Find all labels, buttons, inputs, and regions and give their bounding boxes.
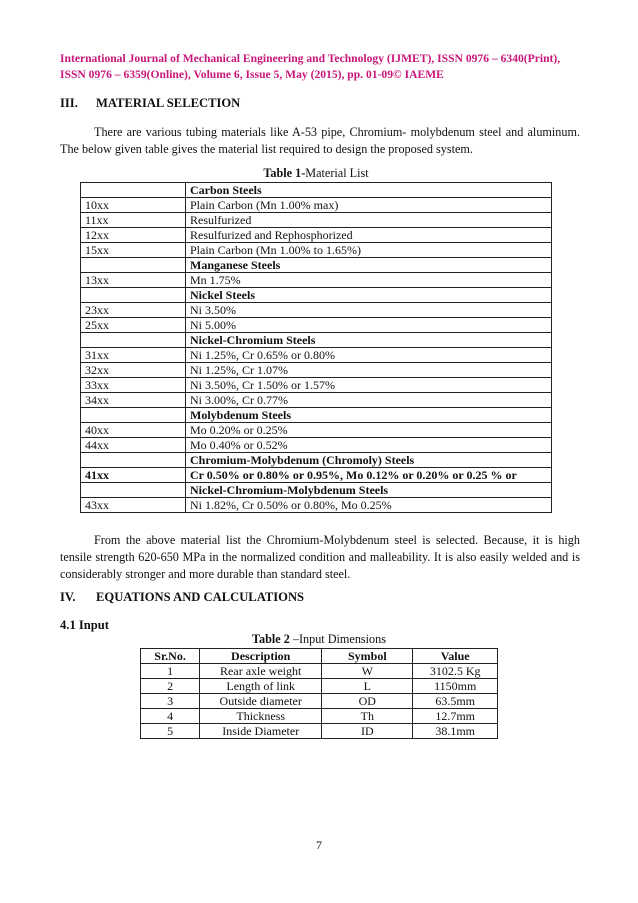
material-group-cell: Carbon Steels (186, 183, 552, 198)
column-header: Sr.No. (141, 649, 200, 664)
table-cell: 1 (141, 664, 200, 679)
subsection-heading-input: 4.1 Input (60, 618, 109, 632)
journal-header (60, 51, 584, 82)
material-code-cell: 33xx (81, 378, 186, 393)
material-description-cell: Ni 3.50%, Cr 1.50% or 1.57% (186, 378, 552, 393)
input-dimensions-table (140, 648, 498, 739)
material-code-cell (81, 183, 186, 198)
table-group-row (81, 288, 552, 303)
table-cell: Outside diameter (200, 694, 322, 709)
table-cell: Th (322, 709, 413, 724)
page-number: 7 (316, 838, 322, 852)
table-row (81, 303, 552, 318)
material-code-cell: 13xx (81, 273, 186, 288)
table-group-row (81, 183, 552, 198)
material-code-cell: 15xx (81, 243, 186, 258)
material-description-cell: Plain Carbon (Mn 1.00% to 1.65%) (186, 243, 552, 258)
material-description-cell: Ni 3.50% (186, 303, 552, 318)
table-cell: L (322, 679, 413, 694)
material-code-cell: 31xx (81, 348, 186, 363)
paragraph-selection: From the above material list the Chromium-Molybdenum steel is selected. Because, it is high tensile strength 620-650 MPa in the normalized condition and malleability. It is also easily welded and is considerably stronger and more durable than standard steel. (60, 533, 580, 582)
table-cell: 2 (141, 679, 200, 694)
material-code-cell: 11xx (81, 213, 186, 228)
table-row (141, 664, 498, 679)
table-row (81, 198, 552, 213)
material-code-cell (81, 453, 186, 468)
table-group-row (81, 333, 552, 348)
journal-header-line1: International Journal of Mechanical Engineering and Technology (IJMET), ISSN 0976 – 6340(Print), (60, 52, 561, 65)
column-header: Symbol (322, 649, 413, 664)
table-cell: 5 (141, 724, 200, 739)
material-code-cell (81, 408, 186, 423)
section-heading-material-selection (60, 96, 240, 111)
table-row (81, 318, 552, 333)
column-header: Value (413, 649, 498, 664)
table-cell: 38.1mm (413, 724, 498, 739)
material-list-table (80, 182, 552, 513)
material-group-cell: Chromium-Molybdenum (Chromoly) Steels (186, 453, 552, 468)
table-row (81, 213, 552, 228)
table2-caption-label: Table 2 (252, 632, 290, 646)
journal-header-line2: ISSN 0976 – 6359(Online), Volume 6, Issue 5, May (2015), pp. 01-09© IAEME (60, 67, 444, 81)
table-group-row (81, 453, 552, 468)
table-header-row (141, 649, 498, 664)
material-code-cell (81, 288, 186, 303)
material-group-cell: Nickel-Chromium Steels (186, 333, 552, 348)
material-description-cell: Mo 0.40% or 0.52% (186, 438, 552, 453)
table-cell: 63.5mm (413, 694, 498, 709)
table-row (81, 363, 552, 378)
material-code-cell (81, 333, 186, 348)
material-code-cell: 40xx (81, 423, 186, 438)
table-group-row (81, 408, 552, 423)
table-row (81, 348, 552, 363)
material-description-cell: Mo 0.20% or 0.25% (186, 423, 552, 438)
table-cell: ID (322, 724, 413, 739)
table-cell: Inside Diameter (200, 724, 322, 739)
table-cell: 3 (141, 694, 200, 709)
material-code-cell: 43xx (81, 498, 186, 513)
section-number: IV. (60, 590, 76, 604)
column-header: Description (200, 649, 322, 664)
material-description-cell: Ni 1.82%, Cr 0.50% or 0.80%, Mo 0.25% (186, 498, 552, 513)
table1-caption-text: Material List (305, 166, 369, 180)
material-description-cell: Resulfurized and Rephosphorized (186, 228, 552, 243)
table1-caption (80, 166, 552, 181)
material-code-cell: 10xx (81, 198, 186, 213)
table-cell: OD (322, 694, 413, 709)
table-cell: Rear axle weight (200, 664, 322, 679)
material-group-cell: Molybdenum Steels (186, 408, 552, 423)
table-row (81, 243, 552, 258)
section-heading-equations (60, 590, 304, 605)
table-row (81, 393, 552, 408)
material-code-cell: 41xx (81, 468, 186, 483)
table-group-row (81, 258, 552, 273)
material-group-cell: Nickel Steels (186, 288, 552, 303)
material-code-cell (81, 483, 186, 498)
section-title: MATERIAL SELECTION (96, 96, 241, 110)
table-cell: W (322, 664, 413, 679)
table-cell: 3102.5 Kg (413, 664, 498, 679)
table-cell: Length of link (200, 679, 322, 694)
material-description-cell: Plain Carbon (Mn 1.00% max) (186, 198, 552, 213)
material-code-cell: 12xx (81, 228, 186, 243)
table-row (141, 709, 498, 724)
table-cell: Thickness (200, 709, 322, 724)
table-cell: 4 (141, 709, 200, 724)
material-code-cell: 44xx (81, 438, 186, 453)
section-number: III. (60, 96, 78, 110)
table-cell: 1150mm (413, 679, 498, 694)
table-group-row (81, 483, 552, 498)
table-row (81, 498, 552, 513)
material-code-cell: 23xx (81, 303, 186, 318)
table-row (141, 724, 498, 739)
material-description-cell: Ni 1.25%, Cr 0.65% or 0.80% (186, 348, 552, 363)
material-group-cell: Nickel-Chromium-Molybdenum Steels (186, 483, 552, 498)
table-row (141, 679, 498, 694)
material-description-cell: Ni 5.00% (186, 318, 552, 333)
table2-caption (140, 632, 498, 647)
table-row (81, 378, 552, 393)
table-row (141, 694, 498, 709)
material-description-cell: Ni 3.00%, Cr 0.77% (186, 393, 552, 408)
material-description-cell: Cr 0.50% or 0.80% or 0.95%, Mo 0.12% or 0.20% or 0.25 % or (186, 468, 552, 483)
material-group-cell: Manganese Steels (186, 258, 552, 273)
table2-caption-text: –Input Dimensions (289, 632, 386, 646)
table-row (81, 228, 552, 243)
section-title: EQUATIONS AND CALCULATIONS (96, 590, 305, 604)
table-row (81, 423, 552, 438)
material-code-cell (81, 258, 186, 273)
material-code-cell: 34xx (81, 393, 186, 408)
material-description-cell: Ni 1.25%, Cr 1.07% (186, 363, 552, 378)
material-description-cell: Mn 1.75% (186, 273, 552, 288)
table-row (81, 438, 552, 453)
table-row (81, 468, 552, 483)
table1-caption-label: Table 1- (263, 166, 306, 180)
material-description-cell: Resulfurized (186, 213, 552, 228)
table-cell: 12.7mm (413, 709, 498, 724)
table-row (81, 273, 552, 288)
paragraph-intro: There are various tubing materials like A-53 pipe, Chromium- molybdenum steel and aluminum. The below given table gives the material list required to design the proposed system. (60, 125, 580, 157)
material-code-cell: 25xx (81, 318, 186, 333)
material-code-cell: 32xx (81, 363, 186, 378)
